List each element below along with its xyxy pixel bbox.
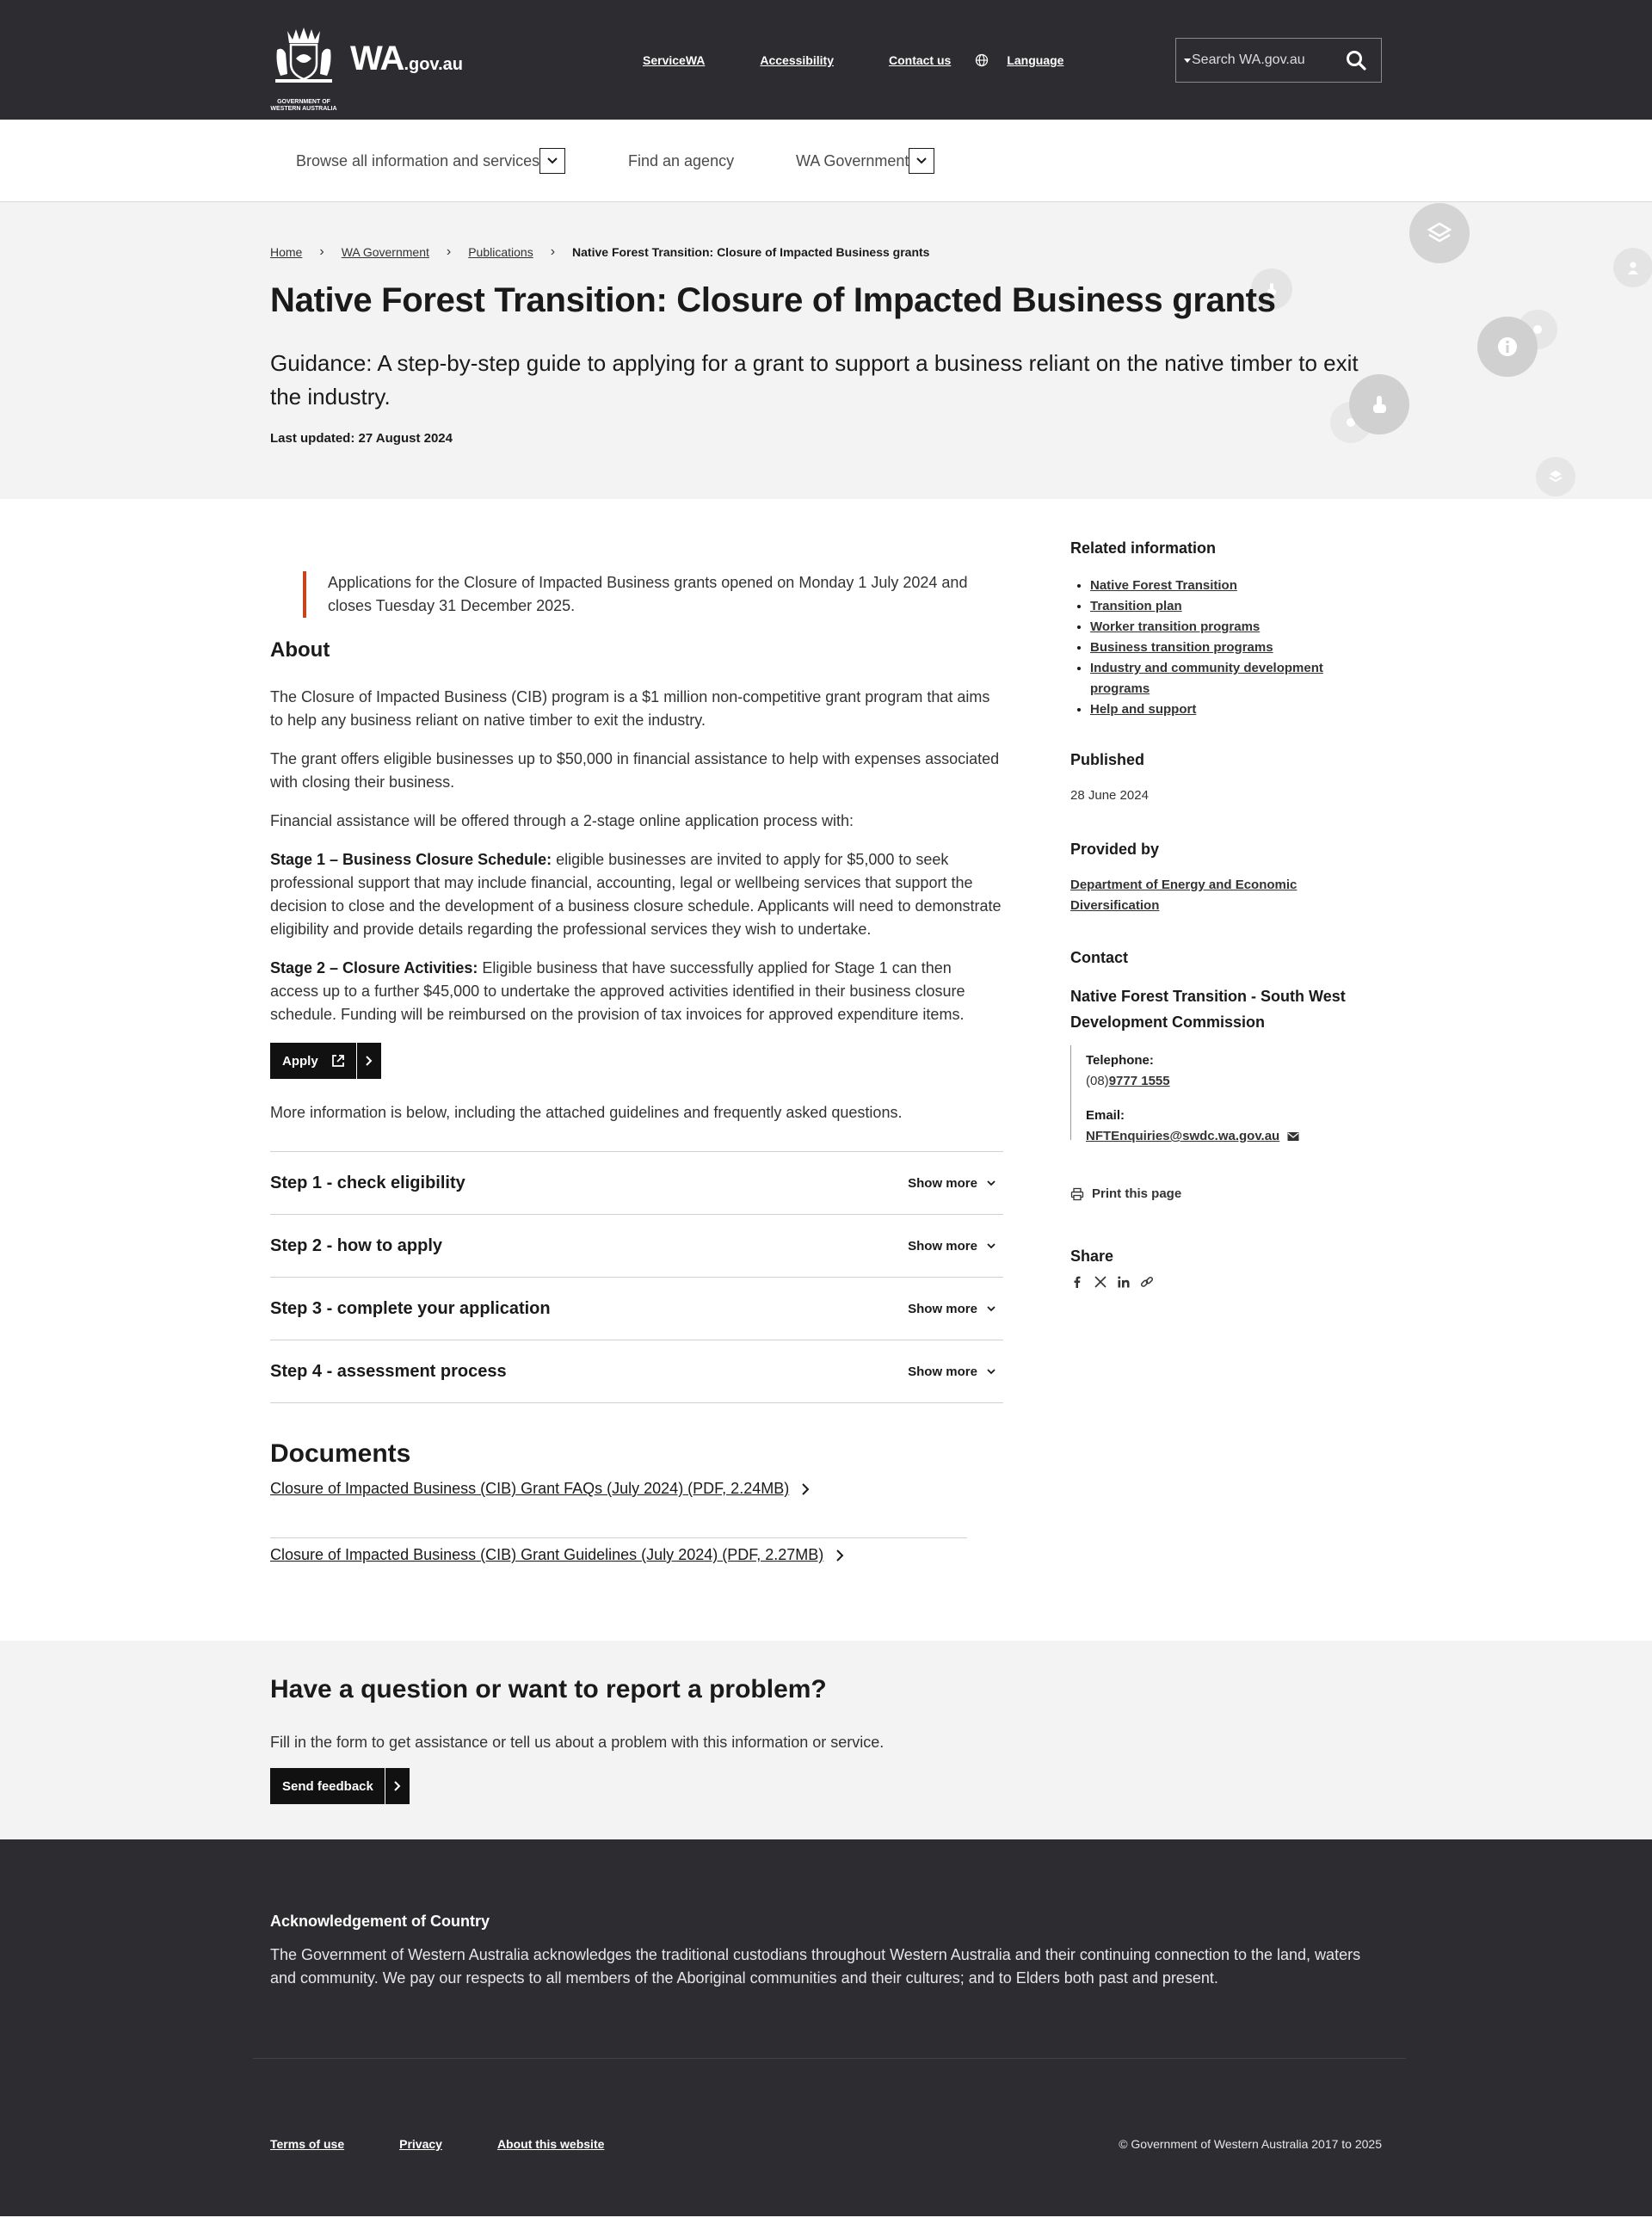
page-title: Native Forest Transition: Closure of Impacted Business grants — [270, 281, 1276, 319]
related-link[interactable]: Industry and community development programs — [1090, 661, 1323, 696]
apply-button[interactable] — [270, 1043, 381, 1079]
accessibility-link[interactable]: Accessibility — [760, 53, 834, 67]
breadcrumb-current: Native Forest Transition: Closure of Impacted Business grants — [572, 245, 930, 259]
layers-bubble-icon — [1536, 457, 1575, 496]
more-info-text: More information is below, including the attached guidelines and frequently asked questions. — [270, 1104, 903, 1121]
stage-2-label: Stage 2 – Closure Activities: — [270, 959, 478, 976]
feedback-text: Fill in the form to get assistance or tell us about a problem with this information or service. — [270, 1734, 885, 1751]
divider — [253, 2058, 1406, 2059]
chevron-right-icon — [385, 1768, 410, 1804]
chevron-down-icon[interactable] — [539, 148, 565, 174]
stage-2-paragraph — [270, 957, 1003, 1026]
accordion-title: Step 1 - check eligibility — [270, 1173, 465, 1192]
logo-caption — [270, 99, 337, 113]
document-link-text[interactable]: Closure of Impacted Business (CIB) Grant FAQs (July 2024) (PDF, 2.24MB) — [270, 1480, 790, 1497]
primary-nav — [0, 120, 1652, 202]
linkedin-icon[interactable] — [1117, 1275, 1131, 1289]
chevron-right-icon: › — [446, 244, 452, 259]
print-label: Print this page — [1092, 1186, 1182, 1201]
published-date: 28 June 2024 — [1070, 788, 1149, 803]
language-label: Language — [1007, 53, 1064, 67]
callout-notice: Applications for the Closure of Impacted Business grants opened on Monday 1 July 2024 and closes Tuesday 31 December 2025. — [303, 571, 991, 618]
related-link[interactable]: Native Forest Transition — [1090, 578, 1237, 593]
info-bubble-icon — [1477, 317, 1538, 377]
telephone-link[interactable]: 9777 1555 — [1108, 1074, 1170, 1088]
x-icon[interactable] — [1094, 1275, 1107, 1289]
related-link[interactable]: Transition plan — [1090, 599, 1182, 613]
steps-accordion — [270, 1151, 1003, 1403]
contact-us-link[interactable]: Contact us — [888, 53, 952, 67]
about-paragraph-2: The grant offers eligible businesses up to $50,000 in financial assistance to help with expenses associated with closing their business. — [270, 750, 1000, 791]
link-icon[interactable] — [1140, 1275, 1154, 1289]
stage-1-text: eligible businesses are invited to apply for $5,000 to seek professional support that may include financial, accounting, legal or wellbeing services that support the decision to close and the development of a business closure schedule. Applicants will need to demonstrate eligibility and provide details regarding the professional services they wish to undertake. — [270, 851, 1002, 938]
page-content — [0, 499, 1652, 1641]
share-heading: Share — [1070, 1248, 1114, 1265]
chevron-down-icon — [986, 1241, 996, 1251]
find-agency-label: Find an agency — [628, 151, 735, 169]
breadcrumb-publications[interactable]: Publications — [468, 245, 533, 259]
list-item — [1090, 576, 1354, 596]
copyright: © Government of Western Australia 2017 to 2025 — [1119, 2137, 1382, 2151]
facebook-icon[interactable] — [1070, 1275, 1084, 1289]
chevron-down-icon[interactable] — [909, 148, 934, 174]
contact-details — [1070, 1045, 1328, 1143]
servicewa-link[interactable]: ServiceWA — [643, 53, 706, 67]
logo-caption-line2: WESTERN AUSTRALIA — [270, 106, 337, 112]
site-name — [350, 40, 463, 78]
related-links — [1070, 576, 1354, 720]
list-item — [1090, 658, 1354, 699]
stage-1-label: Stage 1 – Business Closure Schedule: — [270, 851, 552, 868]
show-more-toggle[interactable] — [908, 1302, 1003, 1316]
chevron-down-icon — [986, 1303, 996, 1314]
layers-bubble-icon — [1409, 203, 1470, 263]
apply-label: Apply — [282, 1053, 318, 1069]
chevron-right-icon — [834, 1549, 846, 1562]
wa-government-menu[interactable] — [796, 120, 934, 202]
browse-label: Browse all information and services — [296, 151, 540, 169]
show-more-label: Show more — [908, 1175, 977, 1191]
page-subtitle: Guidance: A step-by-step guide to applying for a grant to support a business reliant on the native timber to exit the industry. — [270, 350, 1359, 410]
accordion-item[interactable] — [270, 1152, 1003, 1215]
telephone-prefix: (08) — [1086, 1074, 1109, 1088]
acknowledgement-heading: Acknowledgement of Country — [270, 1913, 490, 1930]
print-button[interactable] — [1070, 1186, 1181, 1201]
find-agency-link[interactable] — [628, 120, 734, 202]
person-bubble-icon — [1613, 248, 1652, 287]
list-item — [1090, 638, 1354, 658]
chevron-down-icon — [986, 1178, 996, 1188]
logo-caption-line1: GOVERNMENT OF — [277, 99, 330, 105]
email-value — [1086, 1126, 1328, 1147]
contact-heading: Contact — [1070, 949, 1128, 966]
footer-links — [270, 2137, 659, 2151]
about-paragraph-3: Financial assistance will be offered through a 2-stage online application process with: — [270, 812, 854, 829]
accordion-title: Step 3 - complete your application — [270, 1298, 551, 1318]
feedback-heading: Have a question or want to report a problem? — [270, 1675, 827, 1703]
published-heading: Published — [1070, 751, 1145, 768]
crest-icon — [270, 24, 337, 93]
site-footer — [0, 1839, 1652, 2216]
search-placeholder: Search WA.gov.au — [1192, 52, 1305, 67]
about-paragraph-1: The Closure of Impacted Business (CIB) program is a $1 million non-competitive grant program that aims to help any business reliant on native timber to exit the industry. — [270, 688, 990, 729]
accordion-title: Step 4 - assessment process — [270, 1361, 507, 1381]
show-more-label: Show more — [908, 1238, 977, 1254]
send-feedback-button[interactable] — [270, 1768, 410, 1804]
show-more-label: Show more — [908, 1364, 977, 1379]
accordion-item[interactable] — [270, 1278, 1003, 1340]
apply-button-label-wrap — [270, 1043, 357, 1079]
telephone-value — [1086, 1071, 1328, 1092]
show-more-toggle[interactable] — [908, 1176, 1003, 1191]
provided-by-heading: Provided by — [1070, 841, 1160, 858]
list-item — [1090, 596, 1354, 617]
chevron-down-icon — [986, 1366, 996, 1377]
chevron-right-icon: › — [319, 244, 324, 259]
breadcrumb — [270, 244, 929, 260]
stage-2-text: Eligible business that have successfully applied for Stage 1 can then access up to a further $45,000 to undertake the approved activities identified in their business closure schedule. Funding will be reimbursed on the provision of tax invoices for approved expenditure items. — [270, 959, 965, 1023]
document-link-text[interactable]: Closure of Impacted Business (CIB) Grant Guidelines (July 2024) (PDF, 2.27MB) — [270, 1546, 824, 1563]
search-icon[interactable] — [1345, 49, 1367, 71]
chevron-right-icon — [357, 1043, 381, 1079]
external-link-icon — [330, 1053, 346, 1069]
acknowledgement-text: The Government of Western Australia acknowledges the traditional custodians throughout Western Australia and their continuing connection to the land, waters and community. We pay our respects to all members of the Aboriginal communities and their cultures; and to Elders both past and present. — [270, 1946, 1361, 1987]
feedback-section — [0, 1641, 1652, 1839]
about-heading: About — [270, 638, 330, 662]
related-heading: Related information — [1070, 539, 1217, 557]
document-link[interactable] — [270, 1546, 846, 1564]
globe-icon — [975, 53, 989, 67]
list-item — [1090, 699, 1354, 720]
accordion-item[interactable] — [270, 1215, 1003, 1278]
breadcrumb-wa-government[interactable]: WA Government — [341, 245, 429, 259]
documents-heading: Documents — [270, 1439, 411, 1468]
document-link[interactable] — [270, 1480, 811, 1498]
list-item — [1090, 617, 1354, 638]
site-header — [0, 0, 1652, 120]
mail-icon — [1286, 1130, 1300, 1143]
browse-menu[interactable] — [296, 120, 565, 202]
site-name-big: WA — [350, 40, 404, 77]
chevron-right-icon: › — [550, 244, 556, 259]
show-more-toggle[interactable] — [908, 1365, 1003, 1379]
accordion-title: Step 2 - how to apply — [270, 1235, 443, 1255]
last-updated: Last updated: 27 August 2024 — [270, 431, 453, 446]
divider — [270, 1537, 967, 1538]
terms-of-use-link[interactable]: Terms of use — [270, 2137, 345, 2151]
contact-organisation: Native Forest Transition - South West Development Commission — [1070, 988, 1346, 1031]
utility-nav — [643, 53, 1191, 67]
share-links — [1070, 1275, 1163, 1289]
language-selector[interactable] — [975, 53, 1191, 67]
related-link[interactable]: Help and support — [1090, 702, 1197, 717]
wa-government-label: WA Government — [796, 151, 909, 169]
page-hero — [0, 202, 1652, 499]
wa-gov-logo[interactable] — [270, 24, 463, 113]
email-label: Email: — [1086, 1108, 1125, 1123]
printer-icon — [1070, 1187, 1084, 1201]
related-link[interactable]: Business transition programs — [1090, 640, 1273, 655]
stage-1-paragraph — [270, 848, 1003, 941]
about-website-link[interactable]: About this website — [496, 2137, 605, 2151]
show-more-label: Show more — [908, 1301, 977, 1316]
chevron-right-icon — [799, 1483, 811, 1495]
send-feedback-label: Send feedback — [270, 1768, 385, 1804]
related-link[interactable]: Worker transition programs — [1090, 619, 1261, 634]
show-more-toggle[interactable] — [908, 1239, 1003, 1254]
accordion-item[interactable] — [270, 1340, 1003, 1403]
breadcrumb-home[interactable]: Home — [270, 245, 303, 259]
telephone-label: Telephone: — [1086, 1053, 1154, 1068]
email-link[interactable]: NFTEnquiries@swdc.wa.gov.au — [1086, 1129, 1280, 1143]
site-name-small: .gov.au — [404, 55, 463, 74]
provided-by-link[interactable]: Department of Energy and Economic Diversification — [1070, 878, 1298, 913]
privacy-link[interactable]: Privacy — [399, 2137, 442, 2151]
search-input[interactable] — [1175, 38, 1382, 83]
